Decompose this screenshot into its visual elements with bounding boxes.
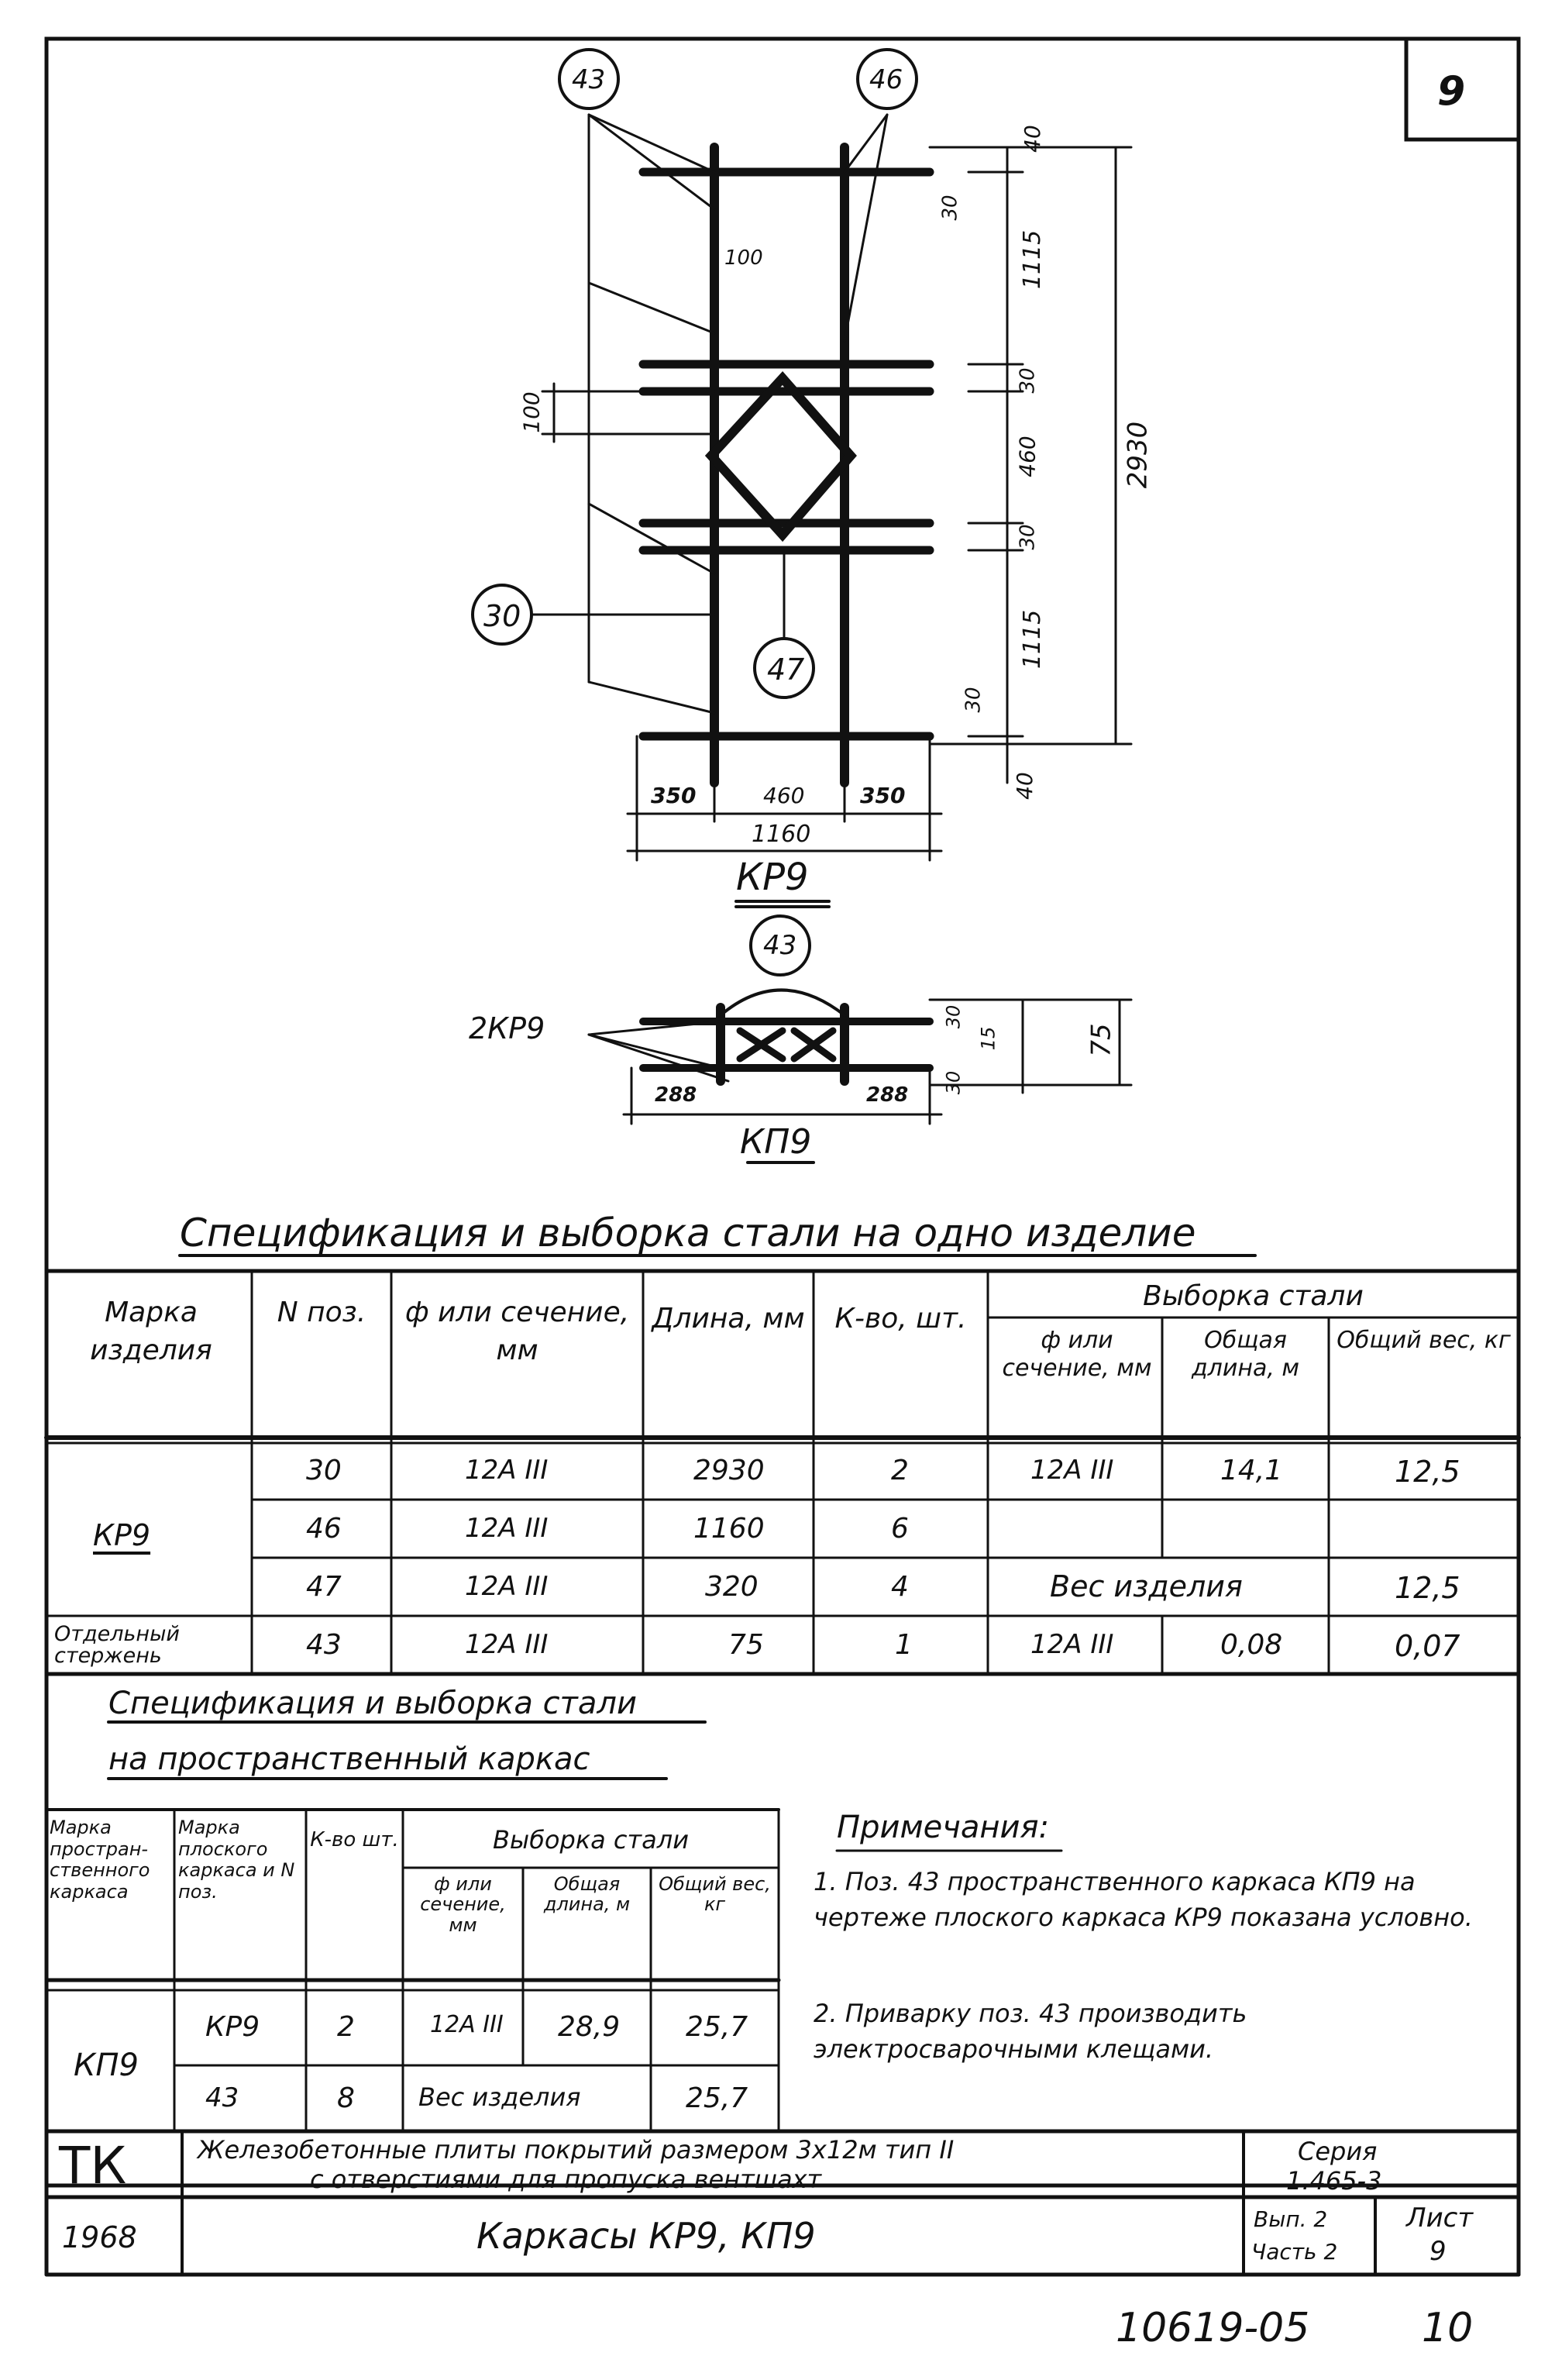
dim-1115-top: 1115: [1019, 229, 1047, 290]
archive-page: 10: [1422, 2305, 1474, 2351]
spec1-row4-diam: 12А III: [465, 1629, 549, 1660]
spec1-row2-qty: 6: [891, 1513, 909, 1545]
spec1-row4-sel-diam: 12А III: [1030, 1629, 1114, 1660]
spec2-row1-sel-weight: 25,7: [686, 2011, 748, 2043]
callout-30: 30: [483, 599, 521, 633]
kp9-dim-288-right: 288: [866, 1083, 909, 1107]
dim-30-top: 30: [938, 195, 962, 221]
spec2-header-sel-len: Общая длина, м: [543, 1873, 631, 1916]
spec1-row1-sel-weight: 12,5: [1395, 1455, 1460, 1489]
spec2-header-sel-weight: Общий вес, кг: [659, 1873, 771, 1916]
note-1: 1. Поз. 43 пространственного каркаса КП9 на чертеже плоского каркаса КР9 показана условно.: [814, 1867, 1473, 1933]
spec2-row2-qty: 8: [337, 2082, 355, 2114]
sheet-title: Каркасы КР9, КП9: [476, 2215, 816, 2257]
dim-350-left: 350: [651, 783, 697, 808]
spec1-row1-pos: 30: [306, 1455, 342, 1486]
spec1-mark-separate-bar: Отдельный стержень: [54, 1622, 180, 1669]
callout-46: 46: [869, 64, 903, 95]
description-line2: с отверстиями для пропуска вентшахт: [310, 2165, 822, 2194]
dim-100-diamond: 100: [724, 246, 763, 270]
spec2-header-mark-flat: Марка плоского каркаса и N поз.: [178, 1817, 295, 1903]
spec1-row1-length: 2930: [693, 1455, 765, 1486]
kp9-drawing: [589, 916, 1131, 1162]
spec2-title-line1: Спецификация и выборка стали: [108, 1686, 637, 1721]
spec1-header-pos: N поз.: [277, 1297, 366, 1328]
spec2-header-mark-space: Марка простран-ственного каркаса: [50, 1817, 150, 1903]
spec1-product-weight-label: Вес изделия: [1050, 1569, 1243, 1603]
spec1-row2-pos: 46: [306, 1513, 342, 1545]
kp9-dim-75: 75: [1085, 1023, 1117, 1057]
spec1-row4-pos: 43: [306, 1629, 342, 1661]
kp9-dim-15: 15: [977, 1026, 999, 1051]
spec2-row1-sel-diam: 12А III: [430, 2011, 504, 2038]
spec1-row3-diam: 12А III: [465, 1571, 549, 1602]
dim-40-top: 40: [1019, 125, 1045, 153]
notes-title: Примечания:: [837, 1810, 1050, 1845]
kp9-callout-43: 43: [763, 930, 797, 961]
spec1-row3-sel-weight: 12,5: [1395, 1571, 1460, 1605]
dim-2930-overall: 2930: [1122, 421, 1154, 489]
callout-47: 47: [767, 653, 805, 687]
dim-1115-bottom: 1115: [1019, 609, 1047, 670]
spec1-row1-diam: 12А III: [465, 1455, 549, 1486]
spec2-header-sel-diam: ф или сечение, мм: [420, 1873, 506, 1936]
series-value: 1.465-3: [1286, 2166, 1382, 2196]
spec2-row1-qty: 2: [337, 2011, 355, 2043]
spec1-header-group: Выборка стали: [1143, 1280, 1364, 1312]
spec2-row2-flat: 43: [205, 2082, 239, 2113]
spec1-row2-length: 1160: [693, 1513, 765, 1545]
spec1-row3-qty: 4: [891, 1571, 909, 1603]
part: Часть 2: [1251, 2239, 1338, 2265]
spec1-row2-diam: 12А III: [465, 1513, 549, 1544]
label-2kr9: 2КР9: [469, 1011, 545, 1045]
org-code: ТК: [59, 2136, 127, 2196]
spec1-title: Спецификация и выборка стали на одно изделие: [180, 1211, 1196, 1255]
spec1-row1-qty: 2: [891, 1455, 909, 1486]
spec2-title-line2: на пространственный каркас: [108, 1741, 590, 1777]
spec1-row4-qty: 1: [895, 1629, 913, 1661]
corner-sheet-number: 9: [1437, 68, 1466, 115]
spec1-header-diam: ф или сечение, мм: [404, 1297, 630, 1366]
dim-30-bottom: 30: [962, 687, 986, 713]
spec1-header-mark: Марка изделия: [90, 1297, 212, 1366]
kp9-dim-288-left: 288: [655, 1083, 697, 1107]
spec1-header-sel-len: Общая длина, м: [1191, 1327, 1300, 1382]
spec2-row1-sel-len: 28,9: [558, 2011, 621, 2043]
spec1-header-sel-weight: Общий вес, кг: [1337, 1327, 1511, 1354]
year: 1968: [62, 2220, 137, 2254]
issue: Вып. 2: [1254, 2206, 1328, 2232]
description-line1: Железобетонные плиты покрытий размером 3х12м тип II: [198, 2135, 955, 2165]
spec2-header-qty: К-во шт.: [310, 1828, 399, 1851]
callout-43: 43: [572, 64, 606, 95]
spec1-row4-sel-weight: 0,07: [1395, 1629, 1460, 1663]
sheet-value: 9: [1429, 2236, 1447, 2267]
kp9-dim-30-bottom: 30: [942, 1070, 965, 1095]
note-2: 2. Приварку поз. 43 производить электросварочными клещами.: [814, 1999, 1247, 2065]
spec1-row3-pos: 47: [306, 1571, 342, 1603]
sheet-label: Лист: [1406, 2203, 1474, 2234]
dim-40-bottom: 40: [1011, 772, 1037, 800]
archive-number: 10619-05: [1116, 2305, 1310, 2351]
dim-30-mid1: 30: [1016, 367, 1040, 394]
kp9-dim-30-top: 30: [942, 1004, 965, 1029]
spec2-row2-sel-weight: 25,7: [686, 2082, 748, 2114]
spec1-header-qty: К-во, шт.: [834, 1303, 967, 1335]
spec2-row1-flat: КР9: [205, 2011, 260, 2043]
dim-30-mid2: 30: [1016, 524, 1040, 550]
dim-100-left: 100: [518, 391, 545, 433]
spec1-row3-length: 320: [705, 1571, 759, 1603]
kr9-title: КР9: [736, 856, 809, 899]
spec1-row1-sel-len: 14,1: [1220, 1455, 1283, 1486]
series-label: Серия: [1298, 2137, 1378, 2166]
spec2-header-group: Выборка стали: [492, 1825, 690, 1855]
spec1-row4-sel-len: 0,08: [1220, 1629, 1283, 1661]
spec2-mark-kp9: КП9: [74, 2048, 139, 2083]
dim-460-vert: 460: [1014, 436, 1041, 477]
dim-1160-total: 1160: [752, 821, 811, 848]
spec1-header-sel-diam: ф или сечение, мм: [1002, 1327, 1152, 1382]
spec1-header-length: Длина, мм: [652, 1303, 805, 1335]
spec2-product-weight-label: Вес изделия: [418, 2082, 581, 2112]
spec1-row1-sel-diam: 12А III: [1030, 1455, 1114, 1486]
spec1-row4-length: 75: [728, 1629, 764, 1661]
kp9-title: КП9: [740, 1122, 812, 1162]
dim-350-right: 350: [860, 783, 906, 808]
spec1-mark-kr9: КР9: [93, 1518, 151, 1552]
dim-460-horiz: 460: [763, 783, 805, 808]
